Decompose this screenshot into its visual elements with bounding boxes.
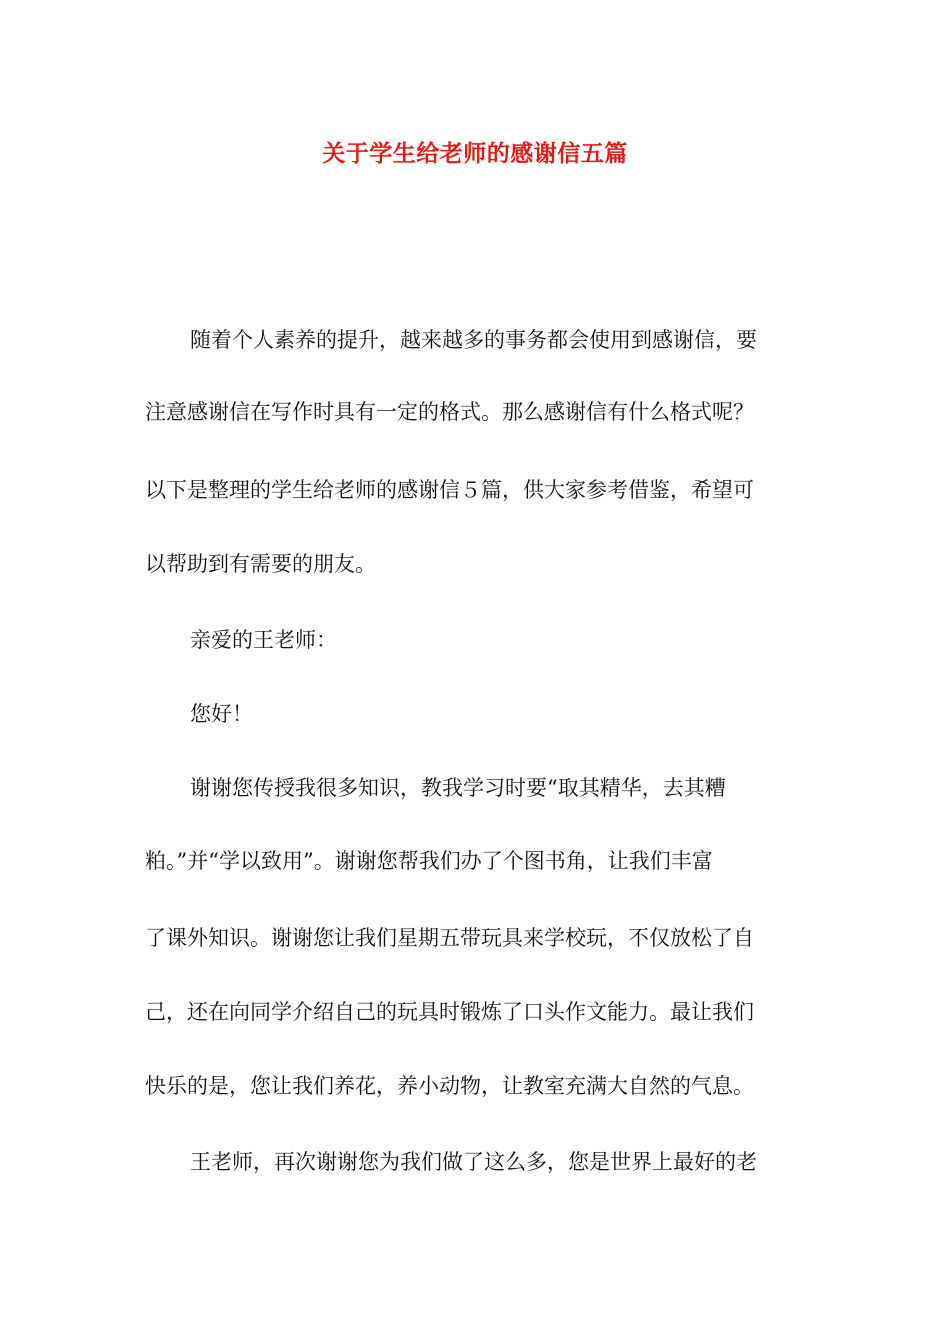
letter-line-3: 了课外知识。谢谢您让我们星期五带玩具来学校玩，不仅放松了自 [145,926,754,950]
letter-line-2: 粕。”并“学以致用”。谢谢您帮我们办了个图书角，让我们丰富 [145,849,713,873]
document-title: 关于学生给老师的感谢信五篇 [322,140,628,167]
greeting: 您好！ [190,702,253,726]
intro-line-4: 以帮助到有需要的朋友。 [145,552,376,576]
salutation: 亲爱的王老师： [190,628,337,652]
letter-line-5: 快乐的是，您让我们养花，养小动物，让教室充满大自然的气息。 [145,1074,754,1098]
intro-line-3: 以下是整理的学生给老师的感谢信５篇，供大家参考借鉴，希望可 [145,478,754,502]
letter-line-1: 谢谢您传授我很多知识，教我学习时要“取其精华，去其糟 [190,776,726,800]
intro-line-2: 注意感谢信在写作时具有一定的格式。那么感谢信有什么格式呢？ [145,400,754,424]
letter-line-6: 王老师，再次谢谢您为我们做了这么多，您是世界上最好的老 [190,1150,757,1174]
intro-line-1: 随着个人素养的提升，越来越多的事务都会使用到感谢信，要 [190,328,757,352]
letter-line-4: 己，还在向同学介绍自己的玩具时锻炼了口头作文能力。最让我们 [145,1000,754,1024]
